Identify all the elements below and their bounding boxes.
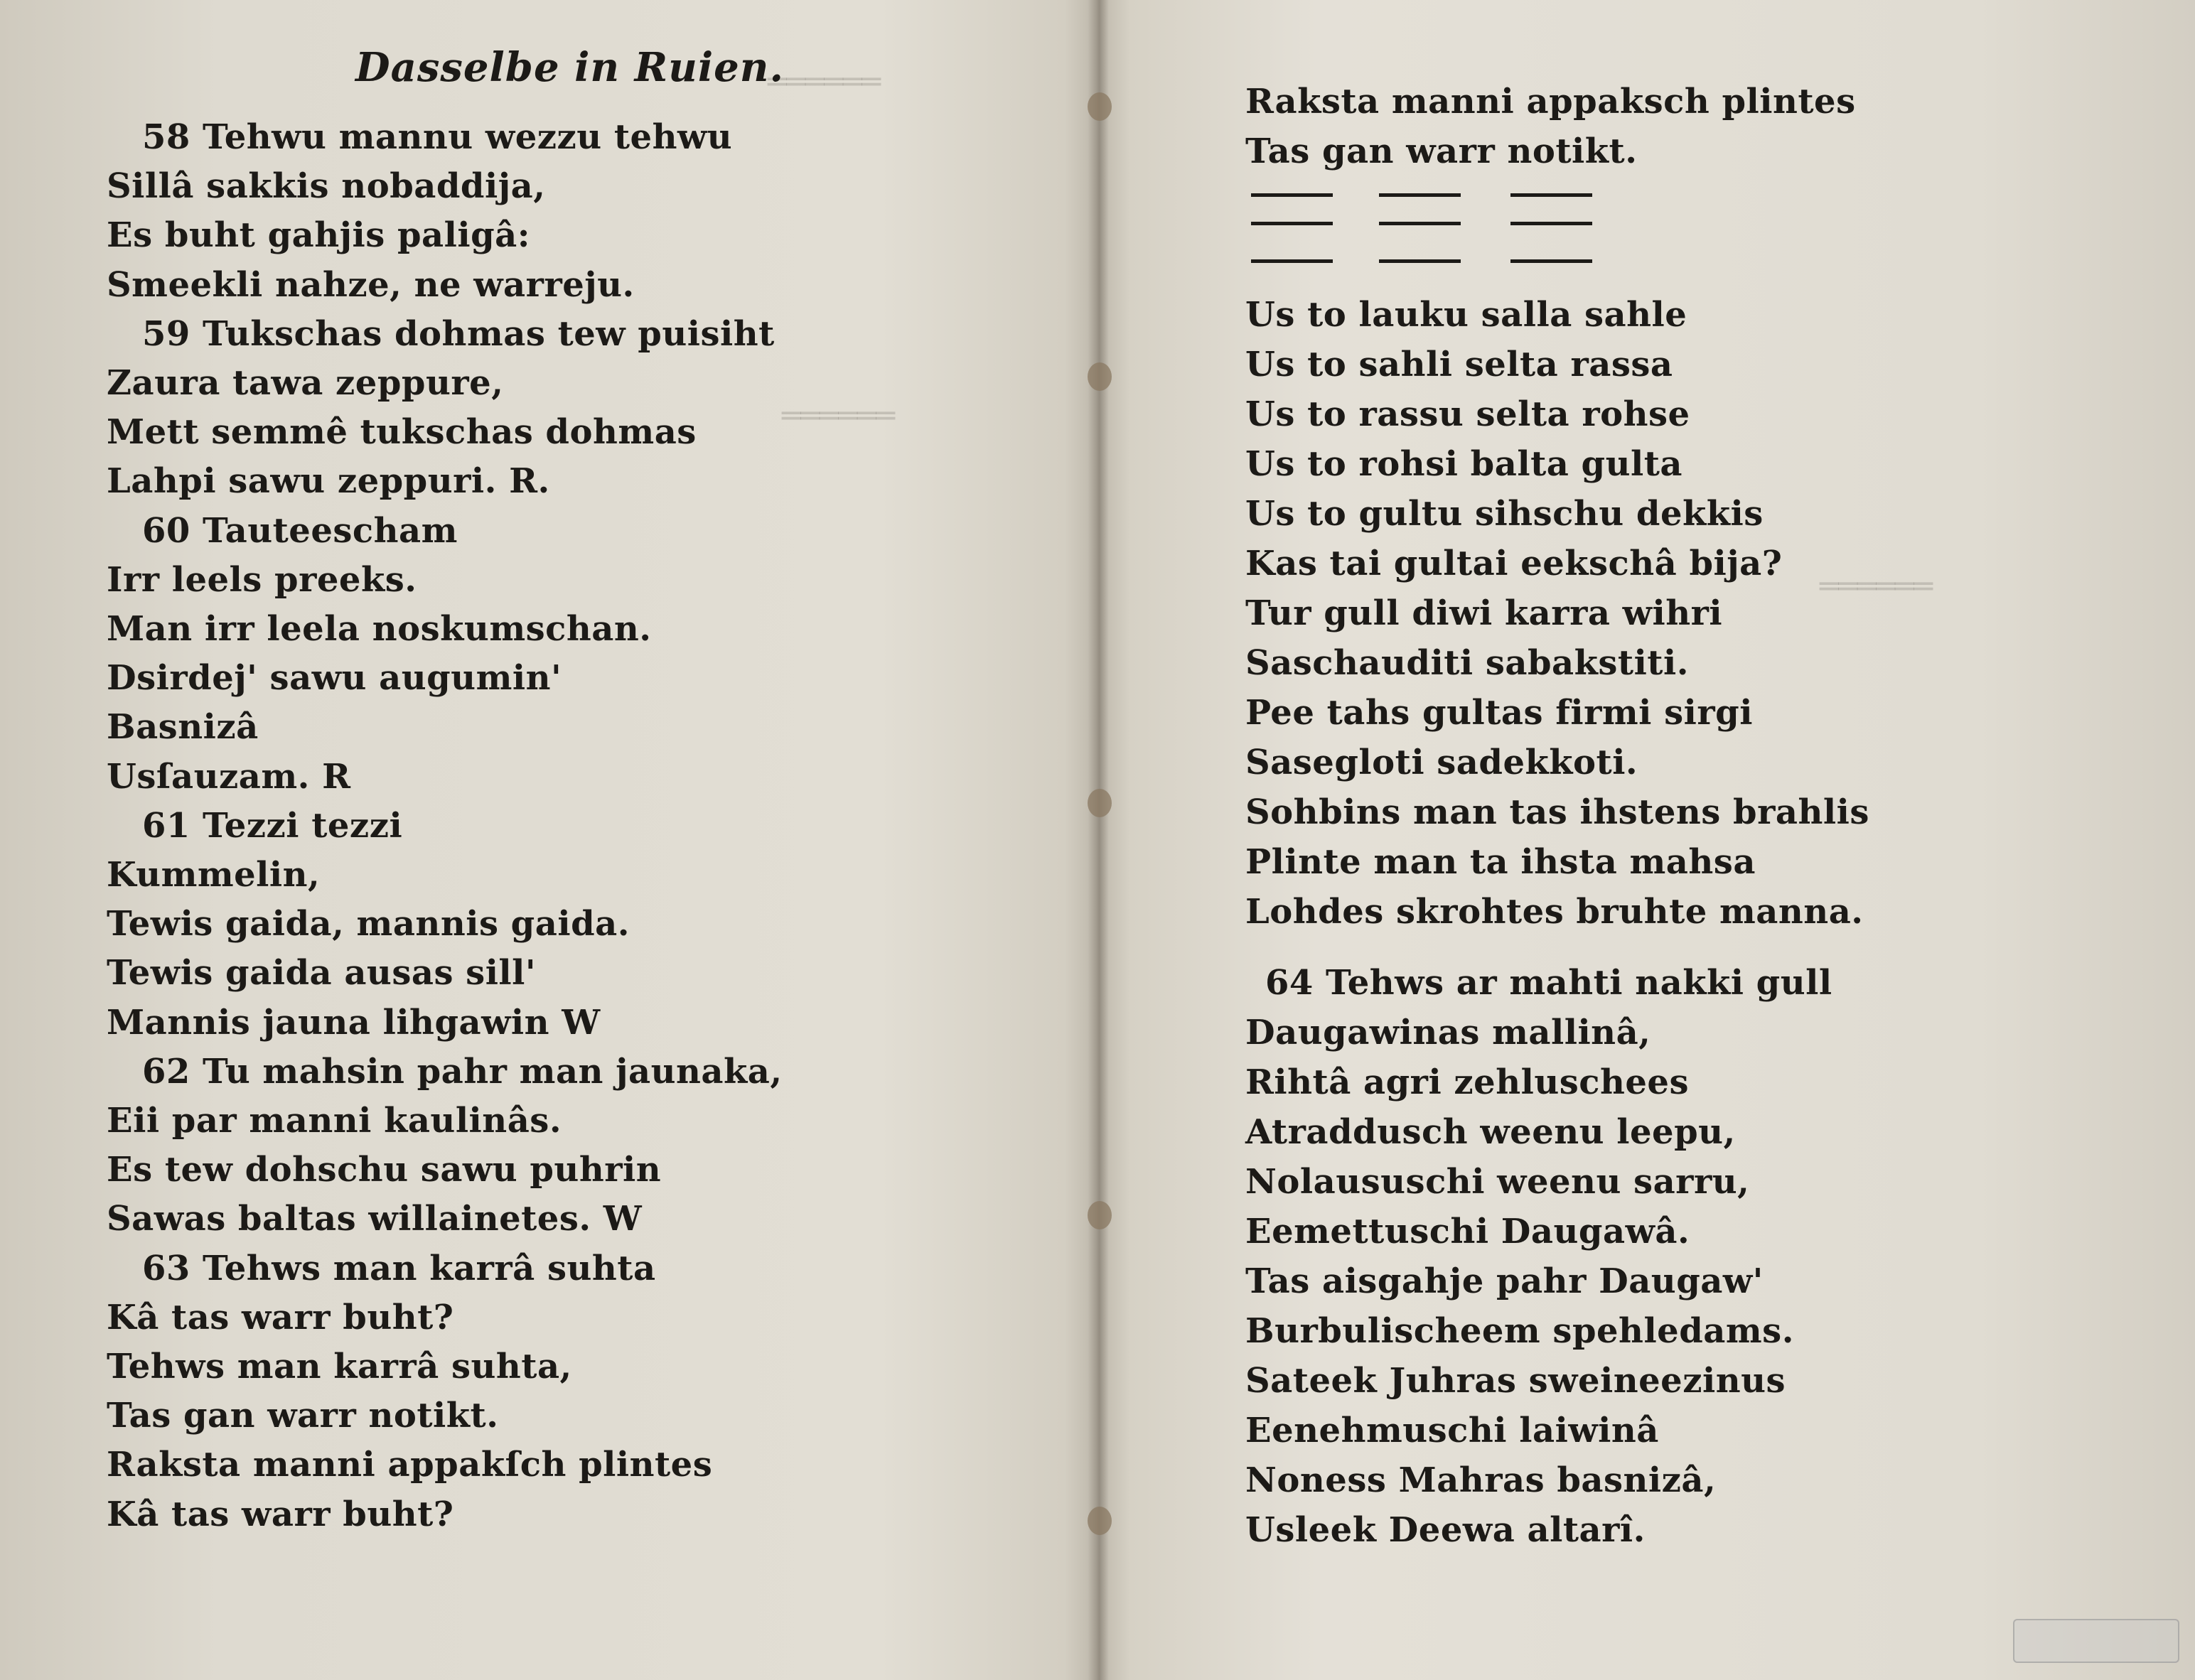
left-page xyxy=(0,0,1080,1680)
poem-line: Kâ tas warr buht? xyxy=(107,1494,454,1534)
divider-dash xyxy=(1251,259,1333,263)
poem-line: 59 Tukschas dohmas tew puisiht xyxy=(142,313,775,354)
binding-stitch xyxy=(1088,789,1112,817)
poem-line: Us to rohsi balta gulta xyxy=(1245,444,1683,484)
poem-line: Zaura tawa zeppure, xyxy=(107,363,504,403)
poem-line: Pee tahs gultas firmi sirgi xyxy=(1245,693,1753,733)
right-page xyxy=(1116,0,2195,1680)
binding-stitch xyxy=(1088,1507,1112,1535)
poem-line: Raksta manni appaksch plintes xyxy=(1245,82,1856,122)
poem-line: Usleek Deewa altarî. xyxy=(1245,1510,1646,1550)
poem-line: Burbulischeem spehledams. xyxy=(1245,1311,1794,1351)
page-header: Dasselbe in Ruien. xyxy=(355,44,784,91)
poem-line: Smeekli nahze, ne warreju. xyxy=(107,264,635,305)
binding-stitch xyxy=(1088,92,1112,121)
poem-line: Tas gan warr notikt. xyxy=(107,1396,499,1436)
poem-line: Rihtâ agri zehluschees xyxy=(1245,1062,1689,1102)
divider-dash xyxy=(1379,193,1461,197)
poem-line: Tur gull diwi karra wihri xyxy=(1245,593,1723,633)
poem-line: 62 Tu mahsin pahr man jaunaka, xyxy=(142,1051,783,1092)
poem-line: Tas aisgahje pahr Daugaw' xyxy=(1245,1261,1764,1301)
poem-line: Saschauditi sabakstiti. xyxy=(1245,643,1689,683)
bleed-through-mark: ══════ xyxy=(768,64,881,100)
poem-line: Eii par manni kaulinâs. xyxy=(107,1101,562,1141)
poem-line: Raksta manni appakſch plintes xyxy=(107,1445,713,1485)
poem-line: Es tew dohschu sawu puhrin xyxy=(107,1150,662,1190)
poem-line: Tewis gaida, mannis gaida. xyxy=(107,904,630,944)
poem-line: Eenehmuschi laiwinâ xyxy=(1245,1411,1659,1450)
poem-line: Tewis gaida ausas sill' xyxy=(107,953,537,994)
poem-line: Us to lauku salla sahle xyxy=(1245,295,1687,335)
poem-line: Man irr leela noskumschan. xyxy=(107,609,652,649)
divider-dash xyxy=(1251,193,1333,197)
poem-line: Nolaususchi weenu sarru, xyxy=(1245,1162,1750,1202)
poem-line: Plinte man ta ihsta mahsa xyxy=(1245,842,1756,882)
poem-line: Us to rassu selta rohse xyxy=(1245,394,1690,434)
poem-line: Noness Mahras basnizâ, xyxy=(1245,1460,1717,1500)
bleed-through-mark: ══════ xyxy=(1820,569,1933,605)
poem-line: 61 Tezzi tezzi xyxy=(142,805,403,846)
poem-line: Mannis jauna lihgawin W xyxy=(107,1002,601,1043)
binding-fold xyxy=(1088,0,1109,1680)
poem-line: Es buht gahjis paligâ: xyxy=(107,215,530,256)
poem-line: Eemettuschi Daugawâ. xyxy=(1245,1212,1690,1251)
poem-line: Lohdes skrohtes bruhte manna. xyxy=(1245,892,1864,932)
binding-stitch xyxy=(1088,362,1112,391)
divider-dash xyxy=(1379,259,1461,263)
poem-line: Sateek Juhras sweineezinus xyxy=(1245,1361,1786,1401)
poem-line: 63 Tehws man karrâ suhta xyxy=(142,1248,656,1288)
poem-line: Tehws man karrâ suhta, xyxy=(107,1347,572,1386)
poem-line: Sillâ sakkis nobaddija, xyxy=(107,166,546,207)
poem-line: Lahpi sawu zeppuri. R. xyxy=(107,461,550,502)
poem-line: Sawas baltas willainetes. W xyxy=(107,1199,643,1239)
divider-dash xyxy=(1510,259,1592,263)
binding-stitch xyxy=(1088,1201,1112,1229)
divider-dash xyxy=(1379,222,1461,225)
divider-dash xyxy=(1251,222,1333,225)
poem-line: Sasegloti sadekkoti. xyxy=(1245,743,1638,782)
library-watermark-logo xyxy=(2013,1619,2179,1663)
divider-dash xyxy=(1510,222,1592,225)
poem-line: Irr leels preeks. xyxy=(107,559,417,600)
poem-line: Daugawinas mallinâ, xyxy=(1245,1013,1651,1052)
poem-line: Dsirdej' sawu augumin' xyxy=(107,658,562,699)
poem-line: Usſauzam. R xyxy=(107,756,351,797)
poem-line: Atraddusch weenu leepu, xyxy=(1245,1112,1736,1152)
divider-dash xyxy=(1510,193,1592,197)
poem-line: Kummelin, xyxy=(107,855,321,895)
poem-line: Tas gan warr notikt. xyxy=(1245,131,1638,171)
poem-line: Us to sahli selta rassa xyxy=(1245,345,1673,384)
poem-line: Kâ tas warr buht? xyxy=(107,1297,454,1337)
poem-line: 60 Tauteescham xyxy=(142,510,458,551)
poem-line: 58 Tehwu mannu wezzu tehwu xyxy=(142,117,733,157)
poem-line: Mett semmê tukschas dohmas xyxy=(107,412,697,453)
poem-line: 64 Tehws ar mahti nakki gull xyxy=(1265,963,1832,1003)
poem-line: Us to gultu sihschu dekkis xyxy=(1245,494,1764,534)
poem-line: Basnizâ xyxy=(107,707,259,748)
poem-line: Kas tai gultai eekschâ bija? xyxy=(1245,544,1783,583)
bleed-through-mark: ══════ xyxy=(782,398,895,434)
poem-line: Sohbins man tas ihstens brahlis xyxy=(1245,792,1869,832)
